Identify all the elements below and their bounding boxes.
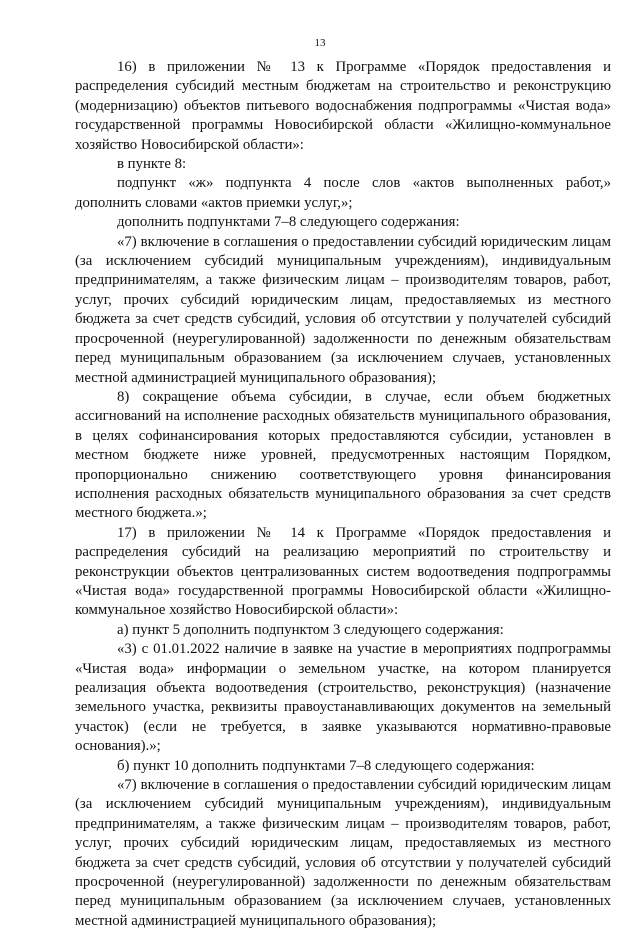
paragraph-subpoint-3: «3) с 01.01.2022 наличие в заявке на участие в мероприятиях подпрограммы «Чистая вода» информации о земельном участке, на котором планируется реализация объекта водоотведения (строительство, реконструкция) (назначение земельного участка, реквизиты правоустанавливающих документов на земельный участок) (если не требуется, в заявке указываются нормативно-правовые основания).»; bbox=[75, 641, 611, 755]
paragraph-subpoint-7-repeat: «7) включение в соглашения о предоставлении субсидий юридическим лицам (за исключением субсидий муниципальным учреждениям), индивидуальным предпринимателям, а также физическим лицам – производителям товаров, работ, услуг, прочих субсидий юридическим лицам, предоставляемых из местного бюджета за счет средств субсидий, условия об отсутствии у получателей субсидий просроченной (неурегулированной) задолженности по денежным обязательствам перед муниципальным образованием (за исключением случаев, установленных местной администрацией муниципального образования); bbox=[75, 777, 611, 929]
paragraph-item-16: 16) в приложении № 13 к Программе «Порядок предоставления и распределения субсидий местным бюджетам на строительство и реконструкцию (модернизацию) объектов питьевого водоснабжения подпрограммы «Чистая вода» государственной программы Новосибирской области «Жилищно-коммунальное хозяйство Новосибирской области»: bbox=[75, 59, 611, 153]
paragraph-add-subpoints: дополнить подпунктами 7–8 следующего содержания: bbox=[117, 214, 460, 231]
paragraph-subpoint-7: «7) включение в соглашения о предоставлении субсидий юридическим лицам (за исключением субсидий муниципальным учреждениям), индивидуальным предпринимателям, а также физическим лицам – производителям товаров, работ, услуг, прочих субсидий юридическим лицам, предоставляемых из местного бюджета за счет средств субсидий, условия об отсутствии у получателей субсидий просроченной (неурегулированной) задолженности по денежным обязательствам перед муниципальным образованием (за исключением случаев, установленных местной администрацией муниципального образования); bbox=[75, 233, 611, 386]
paragraph-item-17: 17) в приложении № 14 к Программе «Порядок предоставления и распределения субсидий на реализацию мероприятий по строительству и реконструкции объектов централизованных систем водоотведения подпрограммы «Чистая вода» государственной программы Новосибирской области «Жилищно-коммунальное хозяйство Новосибирской области»: bbox=[75, 524, 611, 619]
paragraph-subpoint-zh: подпункт «ж» подпункта 4 после слов «актов выполненных работ,» дополнить словами «актов приемки услуг,»; bbox=[75, 175, 611, 211]
paragraph-point-8: в пункте 8: bbox=[117, 156, 187, 173]
paragraph-point-5: а) пункт 5 дополнить подпунктом 3 следующего содержания: bbox=[117, 621, 504, 638]
page-number: 13 bbox=[314, 37, 326, 49]
document-body bbox=[75, 58, 611, 931]
paragraph-point-10: б) пункт 10 дополнить подпунктами 7–8 следующего содержания: bbox=[117, 757, 535, 774]
paragraph-subpoint-8: 8) сокращение объема субсидии, в случае, если объем бюджетных ассигнований на исполнение расходных обязательств муниципального образования, в целях софинансирования которых предоставляются субсидии, установлен в местном бюджете ниже уровней, предусмотренных настоящим Порядком, пропорционально снижению соответствующего уровня финансирования исполнения расходных обязательств муниципального образования за счет средств местного бюджета.»; bbox=[75, 388, 611, 522]
